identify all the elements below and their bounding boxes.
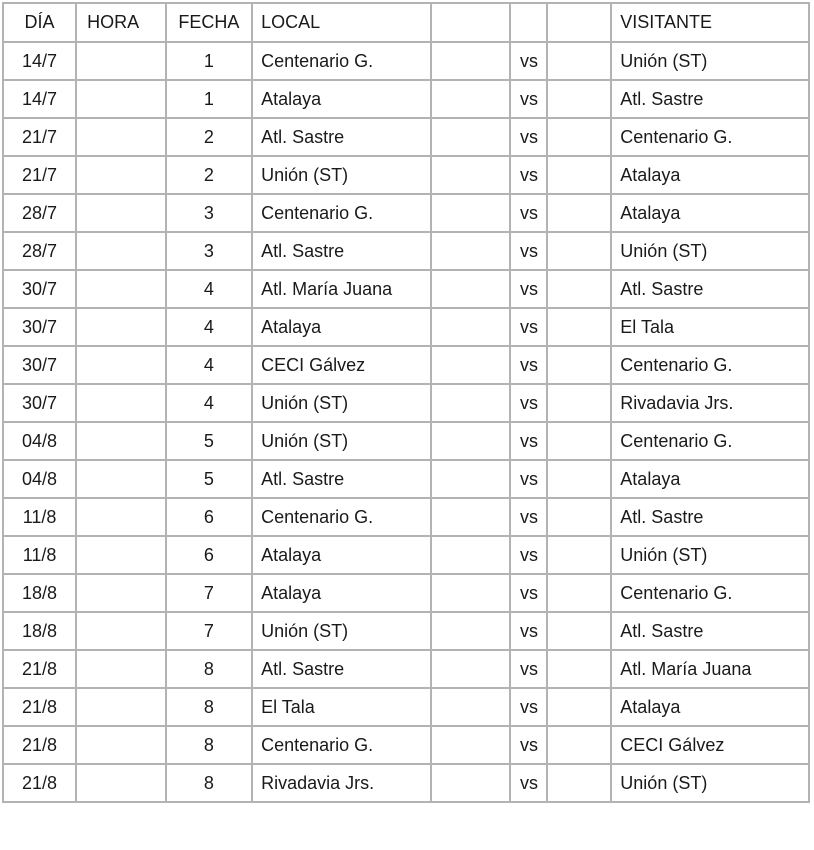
cell-vs: vs	[510, 574, 547, 612]
cell-empty-1	[431, 232, 510, 270]
cell-dia: 18/8	[3, 612, 76, 650]
cell-local: Atl. Sastre	[252, 118, 431, 156]
cell-empty-1	[431, 650, 510, 688]
cell-dia: 18/8	[3, 574, 76, 612]
cell-fecha: 6	[166, 536, 252, 574]
cell-visitante: Unión (ST)	[611, 42, 809, 80]
cell-vs: vs	[510, 270, 547, 308]
cell-empty-1	[431, 612, 510, 650]
cell-dia: 30/7	[3, 270, 76, 308]
cell-dia: 28/7	[3, 194, 76, 232]
cell-empty-2	[547, 612, 611, 650]
cell-fecha: 8	[166, 764, 252, 802]
cell-empty-2	[547, 156, 611, 194]
cell-visitante: Unión (ST)	[611, 232, 809, 270]
cell-vs: vs	[510, 80, 547, 118]
cell-empty-2	[547, 726, 611, 764]
table-row	[3, 612, 809, 650]
table-row	[3, 460, 809, 498]
cell-dia: 14/7	[3, 42, 76, 80]
table-row	[3, 688, 809, 726]
cell-visitante: Atalaya	[611, 460, 809, 498]
cell-vs: vs	[510, 118, 547, 156]
cell-hora	[76, 194, 166, 232]
table-row	[3, 270, 809, 308]
cell-local: Unión (ST)	[252, 384, 431, 422]
cell-hora	[76, 42, 166, 80]
cell-dia: 21/8	[3, 650, 76, 688]
cell-empty-2	[547, 308, 611, 346]
cell-hora	[76, 156, 166, 194]
cell-visitante: Atl. Sastre	[611, 612, 809, 650]
cell-dia: 21/8	[3, 726, 76, 764]
cell-vs: vs	[510, 194, 547, 232]
cell-empty-2	[547, 764, 611, 802]
cell-visitante: Atl. María Juana	[611, 650, 809, 688]
cell-vs: vs	[510, 536, 547, 574]
cell-fecha: 4	[166, 308, 252, 346]
cell-empty-1	[431, 688, 510, 726]
cell-local: Unión (ST)	[252, 612, 431, 650]
cell-fecha: 4	[166, 270, 252, 308]
cell-empty-1	[431, 308, 510, 346]
cell-vs: vs	[510, 346, 547, 384]
table-row	[3, 80, 809, 118]
cell-hora	[76, 726, 166, 764]
cell-empty-2	[547, 232, 611, 270]
cell-visitante: Atl. Sastre	[611, 80, 809, 118]
cell-vs: vs	[510, 232, 547, 270]
table-row	[3, 498, 809, 536]
cell-empty-2	[547, 498, 611, 536]
cell-hora	[76, 422, 166, 460]
cell-empty-1	[431, 460, 510, 498]
cell-fecha: 6	[166, 498, 252, 536]
cell-visitante: Atalaya	[611, 156, 809, 194]
header-dia: DÍA	[3, 3, 76, 42]
cell-fecha: 8	[166, 650, 252, 688]
cell-visitante: Centenario G.	[611, 574, 809, 612]
cell-dia: 30/7	[3, 384, 76, 422]
cell-local: El Tala	[252, 688, 431, 726]
cell-local: Atl. Sastre	[252, 232, 431, 270]
cell-dia: 30/7	[3, 308, 76, 346]
header-hora: HORA	[76, 3, 166, 42]
cell-dia: 21/7	[3, 156, 76, 194]
cell-hora	[76, 612, 166, 650]
table-row	[3, 726, 809, 764]
cell-hora	[76, 536, 166, 574]
header-row	[3, 3, 809, 42]
cell-fecha: 3	[166, 194, 252, 232]
cell-fecha: 7	[166, 612, 252, 650]
table-row	[3, 42, 809, 80]
cell-local: Centenario G.	[252, 194, 431, 232]
cell-visitante: Unión (ST)	[611, 764, 809, 802]
cell-fecha: 7	[166, 574, 252, 612]
table-row	[3, 384, 809, 422]
cell-hora	[76, 764, 166, 802]
cell-empty-2	[547, 650, 611, 688]
cell-local: Atl. Sastre	[252, 460, 431, 498]
cell-empty-1	[431, 574, 510, 612]
header-empty-2	[547, 3, 611, 42]
table-row	[3, 156, 809, 194]
cell-visitante: Atl. Sastre	[611, 498, 809, 536]
cell-dia: 30/7	[3, 346, 76, 384]
cell-empty-1	[431, 194, 510, 232]
cell-dia: 21/8	[3, 688, 76, 726]
cell-fecha: 8	[166, 688, 252, 726]
cell-hora	[76, 384, 166, 422]
cell-empty-1	[431, 726, 510, 764]
cell-local: Atalaya	[252, 308, 431, 346]
cell-local: Atl. María Juana	[252, 270, 431, 308]
cell-local: Rivadavia Jrs.	[252, 764, 431, 802]
cell-local: Atalaya	[252, 574, 431, 612]
cell-hora	[76, 270, 166, 308]
table-row	[3, 346, 809, 384]
cell-empty-1	[431, 42, 510, 80]
cell-fecha: 1	[166, 42, 252, 80]
table-row	[3, 574, 809, 612]
cell-fecha: 4	[166, 346, 252, 384]
cell-visitante: Rivadavia Jrs.	[611, 384, 809, 422]
cell-empty-1	[431, 422, 510, 460]
cell-visitante: Centenario G.	[611, 346, 809, 384]
cell-dia: 11/8	[3, 498, 76, 536]
cell-local: Atl. Sastre	[252, 650, 431, 688]
cell-visitante: Centenario G.	[611, 422, 809, 460]
cell-vs: vs	[510, 612, 547, 650]
cell-hora	[76, 308, 166, 346]
cell-empty-2	[547, 574, 611, 612]
cell-empty-1	[431, 536, 510, 574]
cell-fecha: 5	[166, 422, 252, 460]
cell-dia: 04/8	[3, 460, 76, 498]
cell-hora	[76, 574, 166, 612]
cell-local: Centenario G.	[252, 726, 431, 764]
cell-fecha: 5	[166, 460, 252, 498]
cell-vs: vs	[510, 384, 547, 422]
cell-visitante: Unión (ST)	[611, 536, 809, 574]
cell-dia: 21/8	[3, 764, 76, 802]
cell-visitante: Centenario G.	[611, 118, 809, 156]
cell-fecha: 1	[166, 80, 252, 118]
cell-vs: vs	[510, 726, 547, 764]
cell-hora	[76, 232, 166, 270]
table-row	[3, 118, 809, 156]
cell-empty-2	[547, 270, 611, 308]
table-row	[3, 422, 809, 460]
cell-fecha: 3	[166, 232, 252, 270]
cell-vs: vs	[510, 460, 547, 498]
cell-hora	[76, 498, 166, 536]
cell-vs: vs	[510, 422, 547, 460]
cell-local: CECI Gálvez	[252, 346, 431, 384]
cell-dia: 28/7	[3, 232, 76, 270]
cell-empty-2	[547, 346, 611, 384]
cell-fecha: 2	[166, 156, 252, 194]
cell-empty-1	[431, 764, 510, 802]
table-row	[3, 764, 809, 802]
header-empty-1	[431, 3, 510, 42]
cell-hora	[76, 460, 166, 498]
table-row	[3, 536, 809, 574]
cell-vs: vs	[510, 688, 547, 726]
cell-local: Centenario G.	[252, 498, 431, 536]
cell-vs: vs	[510, 764, 547, 802]
cell-empty-1	[431, 384, 510, 422]
cell-local: Atalaya	[252, 536, 431, 574]
table-row	[3, 308, 809, 346]
cell-dia: 04/8	[3, 422, 76, 460]
cell-visitante: Atalaya	[611, 194, 809, 232]
cell-vs: vs	[510, 498, 547, 536]
header-visitante: VISITANTE	[611, 3, 809, 42]
cell-empty-1	[431, 270, 510, 308]
cell-empty-2	[547, 536, 611, 574]
cell-empty-2	[547, 688, 611, 726]
cell-fecha: 8	[166, 726, 252, 764]
cell-hora	[76, 118, 166, 156]
cell-empty-1	[431, 156, 510, 194]
cell-local: Unión (ST)	[252, 422, 431, 460]
cell-empty-2	[547, 42, 611, 80]
cell-hora	[76, 650, 166, 688]
cell-local: Centenario G.	[252, 42, 431, 80]
header-fecha: FECHA	[166, 3, 252, 42]
cell-empty-1	[431, 498, 510, 536]
cell-dia: 14/7	[3, 80, 76, 118]
table-row	[3, 650, 809, 688]
cell-dia: 21/7	[3, 118, 76, 156]
cell-visitante: El Tala	[611, 308, 809, 346]
cell-vs: vs	[510, 42, 547, 80]
cell-vs: vs	[510, 308, 547, 346]
header-empty-vs	[510, 3, 547, 42]
cell-empty-2	[547, 194, 611, 232]
cell-fecha: 4	[166, 384, 252, 422]
cell-hora	[76, 688, 166, 726]
cell-visitante: Atalaya	[611, 688, 809, 726]
cell-empty-2	[547, 80, 611, 118]
cell-fecha: 2	[166, 118, 252, 156]
table-row	[3, 232, 809, 270]
cell-hora	[76, 80, 166, 118]
cell-hora	[76, 346, 166, 384]
cell-empty-2	[547, 118, 611, 156]
cell-visitante: Atl. Sastre	[611, 270, 809, 308]
cell-empty-2	[547, 384, 611, 422]
table-header	[3, 3, 809, 42]
fixture-table	[2, 2, 810, 803]
cell-empty-1	[431, 346, 510, 384]
cell-empty-2	[547, 460, 611, 498]
cell-visitante: CECI Gálvez	[611, 726, 809, 764]
cell-vs: vs	[510, 650, 547, 688]
cell-empty-1	[431, 80, 510, 118]
header-local: LOCAL	[252, 3, 431, 42]
table-row	[3, 194, 809, 232]
cell-dia: 11/8	[3, 536, 76, 574]
cell-empty-1	[431, 118, 510, 156]
cell-local: Unión (ST)	[252, 156, 431, 194]
cell-vs: vs	[510, 156, 547, 194]
cell-empty-2	[547, 422, 611, 460]
cell-local: Atalaya	[252, 80, 431, 118]
table-body	[3, 42, 809, 802]
